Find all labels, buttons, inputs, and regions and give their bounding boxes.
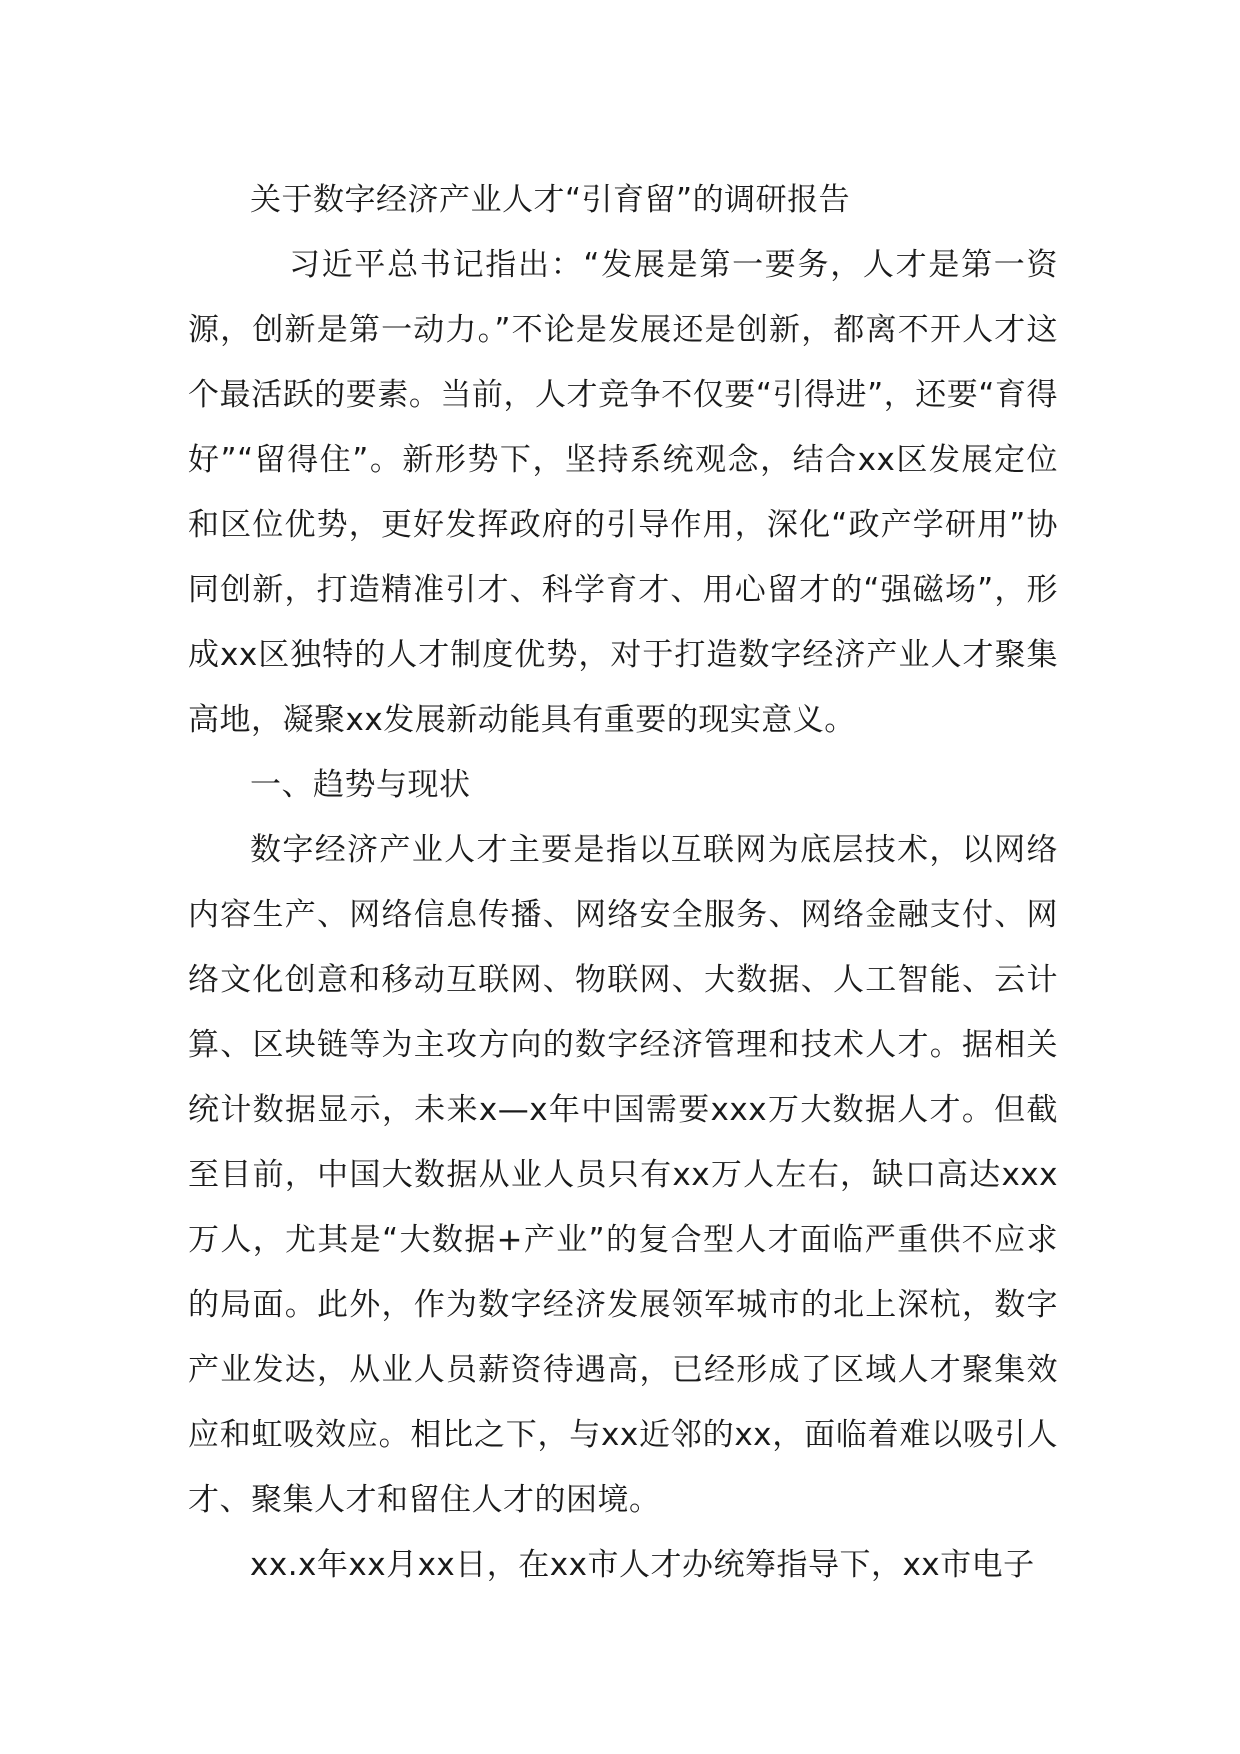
document-body [188, 168, 1058, 1598]
intro-paragraph: 习近平总书记指出：“发展是第一要务，人才是第一资源，创新是第一动力。”不论是发展还是创新，都离不开人才这个最活跃的要素。当前，人才竞争不仅要“引得进”，还要“育得好”“留得住”。新形势下，坚持系统观念，结合xx区发展定位和区位优势，更好发挥政府的引导作用，深化“政产学研用”协同创新，打造精准引才、科学育才、用心留才的“强磁场”，形成xx区独特的人才制度优势，对于打造数字经济产业人才聚集高地，凝聚xx发展新动能具有重要的现实意义。 [188, 247, 1058, 738]
document-title: 关于数字经济产业人才“引育留”的调研报告 [250, 182, 851, 218]
section-body-paragraph-2: xx.x年xx月xx日，在xx市人才办统筹指导下，xx市电子 [250, 1547, 1035, 1583]
section-heading-trends: 一、趋势与现状 [250, 767, 471, 803]
section-body-paragraph: 数字经济产业人才主要是指以互联网为底层技术，以网络内容生产、网络信息传播、网络安全服务、网络金融支付、网络文化创意和移动互联网、物联网、大数据、人工智能、云计算、区块链等为主攻方向的数字经济管理和技术人才。据相关统计数据显示，未来x—x年中国需要xxx万大数据人才。但截至目前，中国大数据从业人员只有xx万人左右，缺口高达xxx万人，尤其是“大数据+产业”的复合型人才面临严重供不应求的局面。此外，作为数字经济发展领军城市的北上深杭，数字产业发达，从业人员薪资待遇高，已经形成了区域人才聚集效应和虹吸效应。相比之下，与xx近邻的xx，面临着难以吸引人才、聚集人才和留住人才的困境。 [188, 832, 1058, 1518]
